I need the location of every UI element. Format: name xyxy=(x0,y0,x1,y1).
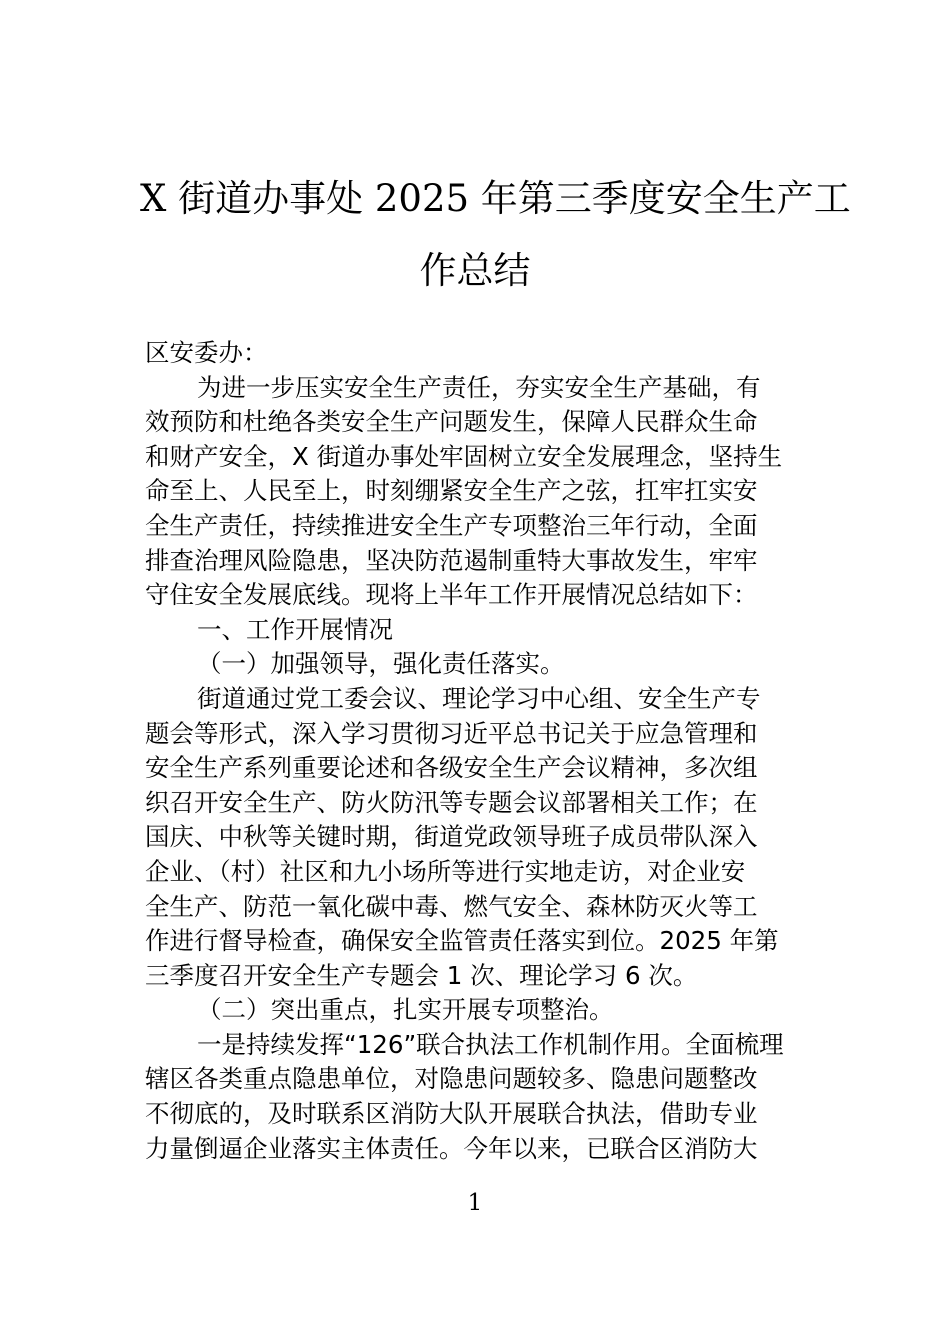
body-line: 守住安全发展底线。现将上半年工作开展情况总结如下： xyxy=(145,580,758,610)
title-line-2: 作总结 xyxy=(419,249,531,292)
body-line: 效预防和杜绝各类安全生产问题发生，保障人民群众生命 xyxy=(145,407,758,437)
body-line: 不彻底的，及时联系区消防大队开展联合执法，借助专业 xyxy=(145,1099,758,1129)
body-line: 命至上、人民至上，时刻绷紧安全生产之弦，扛牢扛实安 xyxy=(145,476,758,506)
body-line: 为进一步压实安全生产责任，夯实安全生产基础，有 xyxy=(197,372,761,402)
body-line: 作进行督导检查，确保安全监管责任落实到位。2025 年第 xyxy=(145,926,779,956)
body-line: 辖区各类重点隐患单位，对隐患问题较多、隐患问题整改 xyxy=(145,1064,758,1094)
body-line: 国庆、中秋等关键时期，街道党政领导班子成员带队深入 xyxy=(145,822,758,852)
title-line-1: X 街道办事处 2025 年第三季度安全生产工 xyxy=(140,177,851,220)
salutation: 区安委办： xyxy=(145,338,268,367)
document-title xyxy=(140,163,851,307)
body-line: 一是持续发挥“126”联合执法工作机制作用。全面梳理 xyxy=(197,1029,784,1059)
body-line: （二）突出重点，扎实开展专项整治。 xyxy=(197,995,614,1025)
body-line: 全生产、防范一氧化碳中毒、燃气安全、森林防灭火等工 xyxy=(145,891,758,921)
body-line: 安全生产系列重要论述和各级安全生产会议精神，多次组 xyxy=(145,753,758,783)
body-line: 三季度召开安全生产专题会 1 次、理论学习 6 次。 xyxy=(145,960,698,990)
body-line: 排查治理风险隐患，坚决防范遏制重特大事故发生，牢牢 xyxy=(145,545,758,575)
document-body xyxy=(145,336,810,1166)
body-line: 力量倒逼企业落实主体责任。今年以来，已联合区消防大 xyxy=(145,1133,758,1163)
body-line: 一、工作开展情况 xyxy=(197,614,393,644)
body-line: 题会等形式，深入学习贯彻习近平总书记关于应急管理和 xyxy=(145,718,758,748)
body-line: 织召开安全生产、防火防汛等专题会议部署相关工作；在 xyxy=(145,787,758,817)
page-number: 1 xyxy=(467,1190,483,1216)
body-line: 全生产责任，持续推进安全生产专项整治三年行动，全面 xyxy=(145,510,758,540)
body-line: 和财产安全，X 街道办事处牢固树立安全发展理念，坚持生 xyxy=(145,441,783,471)
body-line: 企业、（村）社区和九小场所等进行实地走访，对企业安 xyxy=(145,856,746,886)
body-line: （一）加强领导，强化责任落实。 xyxy=(197,649,565,679)
body-line: 街道通过党工委会议、理论学习中心组、安全生产专 xyxy=(197,683,761,713)
